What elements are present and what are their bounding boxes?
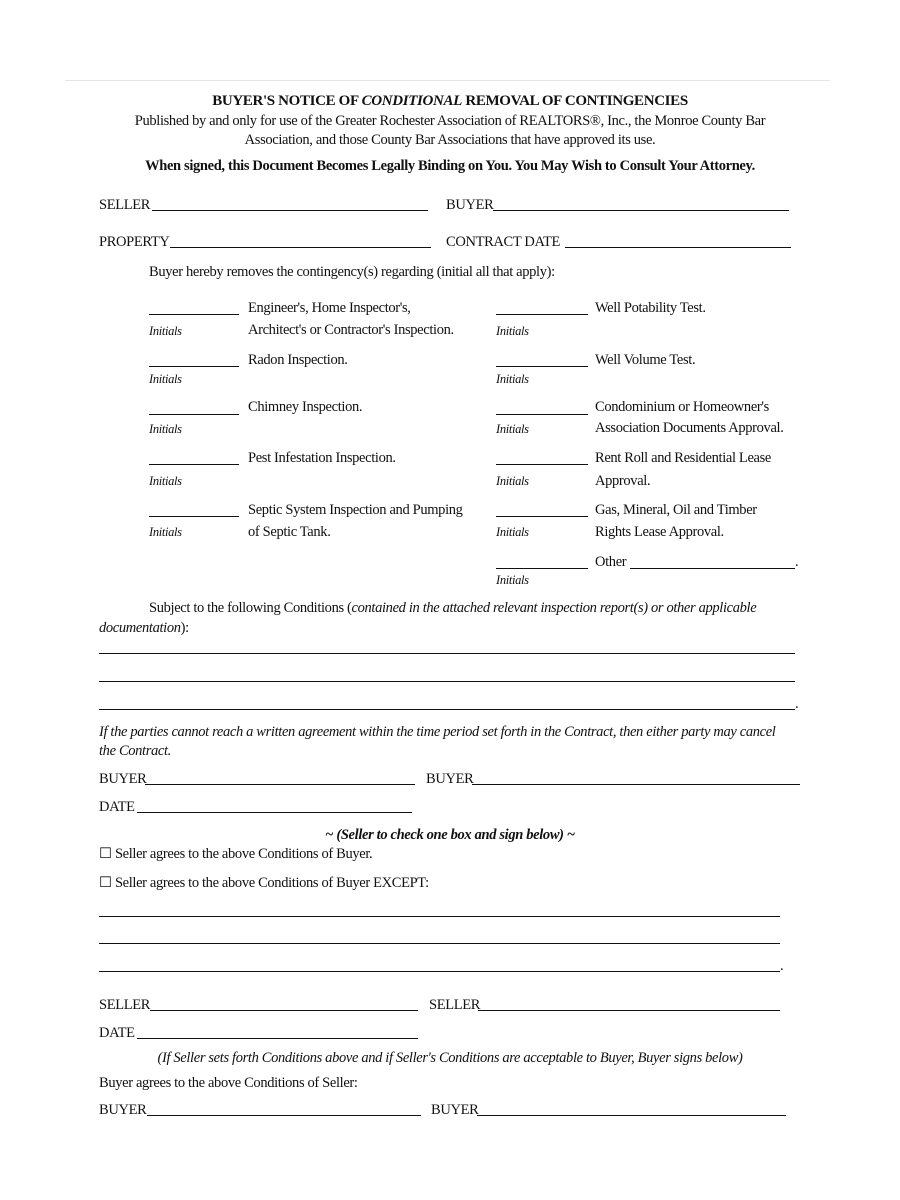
contract-date-label: CONTRACT DATE	[446, 234, 561, 250]
conditions-intro-2: documentation):	[99, 620, 189, 636]
seller-date-label: DATE	[99, 1025, 135, 1041]
seller-signature-label: SELLER	[99, 997, 151, 1013]
initials-field[interactable]	[496, 516, 588, 517]
property-label: PROPERTY	[99, 234, 170, 250]
contingency-label-other: Other	[595, 554, 627, 570]
exception-line[interactable]	[99, 971, 780, 972]
buyer-signature-field-2[interactable]	[472, 784, 800, 785]
seller-signature-label-2: SELLER	[429, 997, 481, 1013]
contingency-label: Pest Infestation Inspection.	[248, 450, 396, 466]
contingency-label: of Septic Tank.	[248, 524, 331, 540]
initials-field[interactable]	[496, 464, 588, 465]
final-buyer-label: BUYER	[99, 1102, 147, 1118]
seller-signature-field-2[interactable]	[478, 1010, 780, 1011]
initials-label: Initials	[496, 422, 529, 436]
contingency-label: Septic System Inspection and Pumping	[248, 502, 463, 518]
seller-instruction: ~ (Seller to check one box and sign below) ~	[325, 827, 575, 843]
period: .	[795, 554, 799, 570]
buyer-date-label: DATE	[99, 799, 135, 815]
buyer-signature-label-2: BUYER	[426, 771, 474, 787]
initials-label: Initials	[149, 372, 182, 386]
contingency-label: Well Volume Test.	[595, 352, 696, 368]
conditions-intro: Subject to the following Conditions (contained in the attached relevant inspection report(s) or other applicable	[149, 600, 757, 616]
period: .	[780, 958, 784, 974]
document-title: BUYER'S NOTICE OF CONDITIONAL REMOVAL OF CONTINGENCIES	[212, 93, 688, 109]
buyer-signature-field[interactable]	[145, 784, 415, 785]
contingency-label: Approval.	[595, 473, 651, 489]
cancel-note: If the parties cannot reach a written agreement within the time period set forth in the Contract, then either party may cancel	[99, 724, 776, 740]
buyer-field[interactable]	[493, 210, 789, 211]
cancel-note-2: the Contract.	[99, 743, 171, 759]
initials-field[interactable]	[496, 568, 588, 569]
initials-field[interactable]	[149, 516, 239, 517]
conditions-line[interactable]	[99, 653, 795, 654]
buyer-agrees-text: Buyer agrees to the above Conditions of Seller:	[99, 1075, 358, 1091]
page-top-divider	[65, 80, 830, 81]
period: .	[795, 696, 799, 712]
initials-field[interactable]	[149, 464, 239, 465]
publisher-line-2: Association, and those County Bar Associations that have approved its use.	[244, 132, 656, 148]
contingency-label: Radon Inspection.	[248, 352, 348, 368]
seller-date-field[interactable]	[137, 1038, 418, 1039]
seller-signature-field[interactable]	[150, 1010, 418, 1011]
initials-label: Initials	[149, 422, 182, 436]
conditions-line[interactable]	[99, 709, 795, 710]
buyer-label: BUYER	[446, 197, 494, 213]
contingency-label: Rent Roll and Residential Lease	[595, 450, 771, 466]
seller-field[interactable]	[152, 210, 428, 211]
initials-field[interactable]	[496, 366, 588, 367]
final-buyer-field-2[interactable]	[477, 1115, 786, 1116]
buyer-date-field[interactable]	[137, 812, 412, 813]
final-buyer-label-2: BUYER	[431, 1102, 479, 1118]
seller-option-1[interactable]: ☐ Seller agrees to the above Conditions of Buyer.	[99, 846, 373, 862]
initials-label: Initials	[149, 324, 182, 338]
initials-field[interactable]	[149, 414, 239, 415]
property-field[interactable]	[170, 247, 431, 248]
contingency-label: Architect's or Contractor's Inspection.	[248, 322, 454, 338]
buyer-signature-label: BUYER	[99, 771, 147, 787]
contingency-label: Gas, Mineral, Oil and Timber	[595, 502, 757, 518]
checkbox-icon[interactable]: ☐	[99, 846, 112, 862]
contingency-label: Chimney Inspection.	[248, 399, 363, 415]
contract-date-field[interactable]	[565, 247, 791, 248]
initials-label: Initials	[149, 525, 182, 539]
initials-label: Initials	[496, 324, 529, 338]
final-buyer-field[interactable]	[147, 1115, 421, 1116]
checkbox-icon[interactable]: ☐	[99, 875, 112, 891]
publisher-line-1: Published by and only for use of the Greater Rochester Association of REALTORS®, Inc., the Monroe County Bar	[134, 113, 766, 129]
final-note: (If Seller sets forth Conditions above and if Seller's Conditions are acceptable to Buyer, Buyer signs below)	[157, 1050, 743, 1066]
contingency-label: Rights Lease Approval.	[595, 524, 724, 540]
initials-label: Initials	[149, 474, 182, 488]
initials-label: Initials	[496, 372, 529, 386]
initials-label: Initials	[496, 525, 529, 539]
legal-warning: When signed, this Document Becomes Legally Binding on You. You May Wish to Consult Your Attorney.	[145, 158, 755, 174]
conditions-line[interactable]	[99, 681, 795, 682]
contingency-label: Well Potability Test.	[595, 300, 706, 316]
initials-label: Initials	[496, 573, 529, 587]
initials-field[interactable]	[149, 366, 239, 367]
initials-field[interactable]	[149, 314, 239, 315]
seller-label: SELLER	[99, 197, 151, 213]
contingency-label: Association Documents Approval.	[595, 420, 784, 436]
seller-option-2[interactable]: ☐ Seller agrees to the above Conditions of Buyer EXCEPT:	[99, 875, 429, 891]
contingency-label: Engineer's, Home Inspector's,	[248, 300, 411, 316]
contingencies-intro: Buyer hereby removes the contingency(s) regarding (initial all that apply):	[149, 264, 555, 280]
initials-label: Initials	[496, 474, 529, 488]
initials-field[interactable]	[496, 314, 588, 315]
initials-field[interactable]	[496, 414, 588, 415]
other-field[interactable]	[630, 568, 795, 569]
exception-line[interactable]	[99, 943, 780, 944]
contingency-label: Condominium or Homeowner's	[595, 399, 769, 415]
exception-line[interactable]	[99, 916, 780, 917]
